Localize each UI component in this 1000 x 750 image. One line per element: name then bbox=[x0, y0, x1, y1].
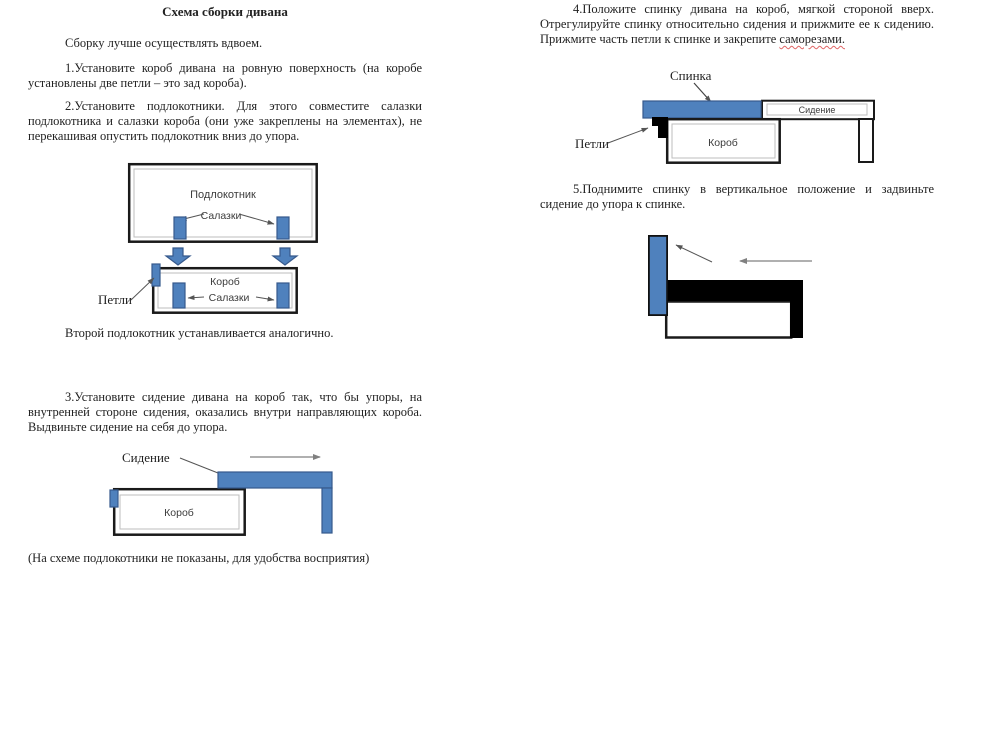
armrest-label: Подлокотник bbox=[190, 189, 256, 201]
seat-label: Сидение bbox=[122, 450, 170, 465]
down-arrow-icon bbox=[166, 248, 190, 265]
paragraph-second-armrest: Второй подлокотник устанавливается аналогично. bbox=[65, 326, 334, 340]
seat-panel bbox=[218, 472, 332, 488]
paragraph-note: (На схеме подлокотники не показаны, для удобства восприятия) bbox=[28, 551, 370, 565]
paragraph-step3: 3.Установите сидение дивана на короб так, что бы упоры, на внутренней стороне сидения, оказались внутри направляющих короба. Выдвиньте сидение на себя до упора. bbox=[28, 390, 422, 434]
hinges-pointer bbox=[608, 128, 648, 143]
backrest-panel bbox=[643, 101, 761, 118]
raise-direction-arrow bbox=[676, 245, 712, 262]
back-label: Спинка bbox=[670, 68, 712, 83]
slide-rail-right bbox=[277, 217, 289, 239]
slides-label-top: Салазки bbox=[200, 210, 242, 222]
box-outline bbox=[666, 302, 791, 338]
box-label: Короб bbox=[708, 137, 738, 149]
box-label: Короб bbox=[210, 276, 240, 288]
paragraph-step2: 2.Установите подлокотники. Для этого совместите салазки подлокотника и салазки короба (они уже закреплены на элементах), не перекашивая опустить подлокотник вниз до упора. bbox=[28, 99, 422, 143]
box-label: Короб bbox=[164, 507, 194, 519]
page-title: Схема сборки дивана bbox=[162, 4, 288, 19]
step4-text: 4.Положите спинку дивана на короб, мягкой стороной вверх. Отрегулируйте спинку относительно сидения и прижмите ее к сидению. Прижмите часть петли к спинке и закрепите bbox=[540, 2, 934, 46]
slide-rail-left bbox=[174, 217, 186, 239]
diagram-armrest-installation bbox=[28, 162, 368, 318]
hinge-rail bbox=[152, 264, 160, 286]
backrest-panel bbox=[649, 236, 667, 315]
paragraph-step1: 1.Установите короб дивана на ровную поверхность (на коробе установлены две петли – это зад короба). bbox=[28, 61, 422, 90]
seat-label: Сидение bbox=[798, 105, 836, 115]
slide-rail-left bbox=[173, 283, 185, 308]
step4-misspelled-word: саморезами. bbox=[779, 32, 845, 46]
paragraph-intro: Сборку лучше осуществлять вдвоем. bbox=[65, 36, 263, 50]
hinges-pointer bbox=[131, 278, 154, 300]
seat-pointer-line bbox=[180, 458, 218, 473]
paragraph-step5: 5.Поднимите спинку в вертикальное положение и задвиньте сидение до упора к спинке. bbox=[540, 182, 934, 211]
hinges-label: Петли bbox=[575, 136, 609, 151]
seat-leg bbox=[322, 488, 332, 533]
slide-rail-right bbox=[277, 283, 289, 308]
down-arrow-icon bbox=[273, 248, 297, 265]
paragraph-step4 bbox=[540, 2, 934, 47]
slides-label-bottom: Салазки bbox=[208, 292, 250, 304]
hinge-part bbox=[652, 117, 668, 138]
hinge-rail bbox=[110, 490, 118, 507]
back-pointer bbox=[694, 83, 711, 102]
diagram-seat-installation bbox=[28, 448, 368, 543]
diagram-backrest-placement bbox=[560, 62, 900, 170]
hinges-label: Петли bbox=[98, 292, 132, 307]
diagram-backrest-vertical bbox=[630, 228, 960, 346]
seat-leg bbox=[859, 119, 873, 162]
